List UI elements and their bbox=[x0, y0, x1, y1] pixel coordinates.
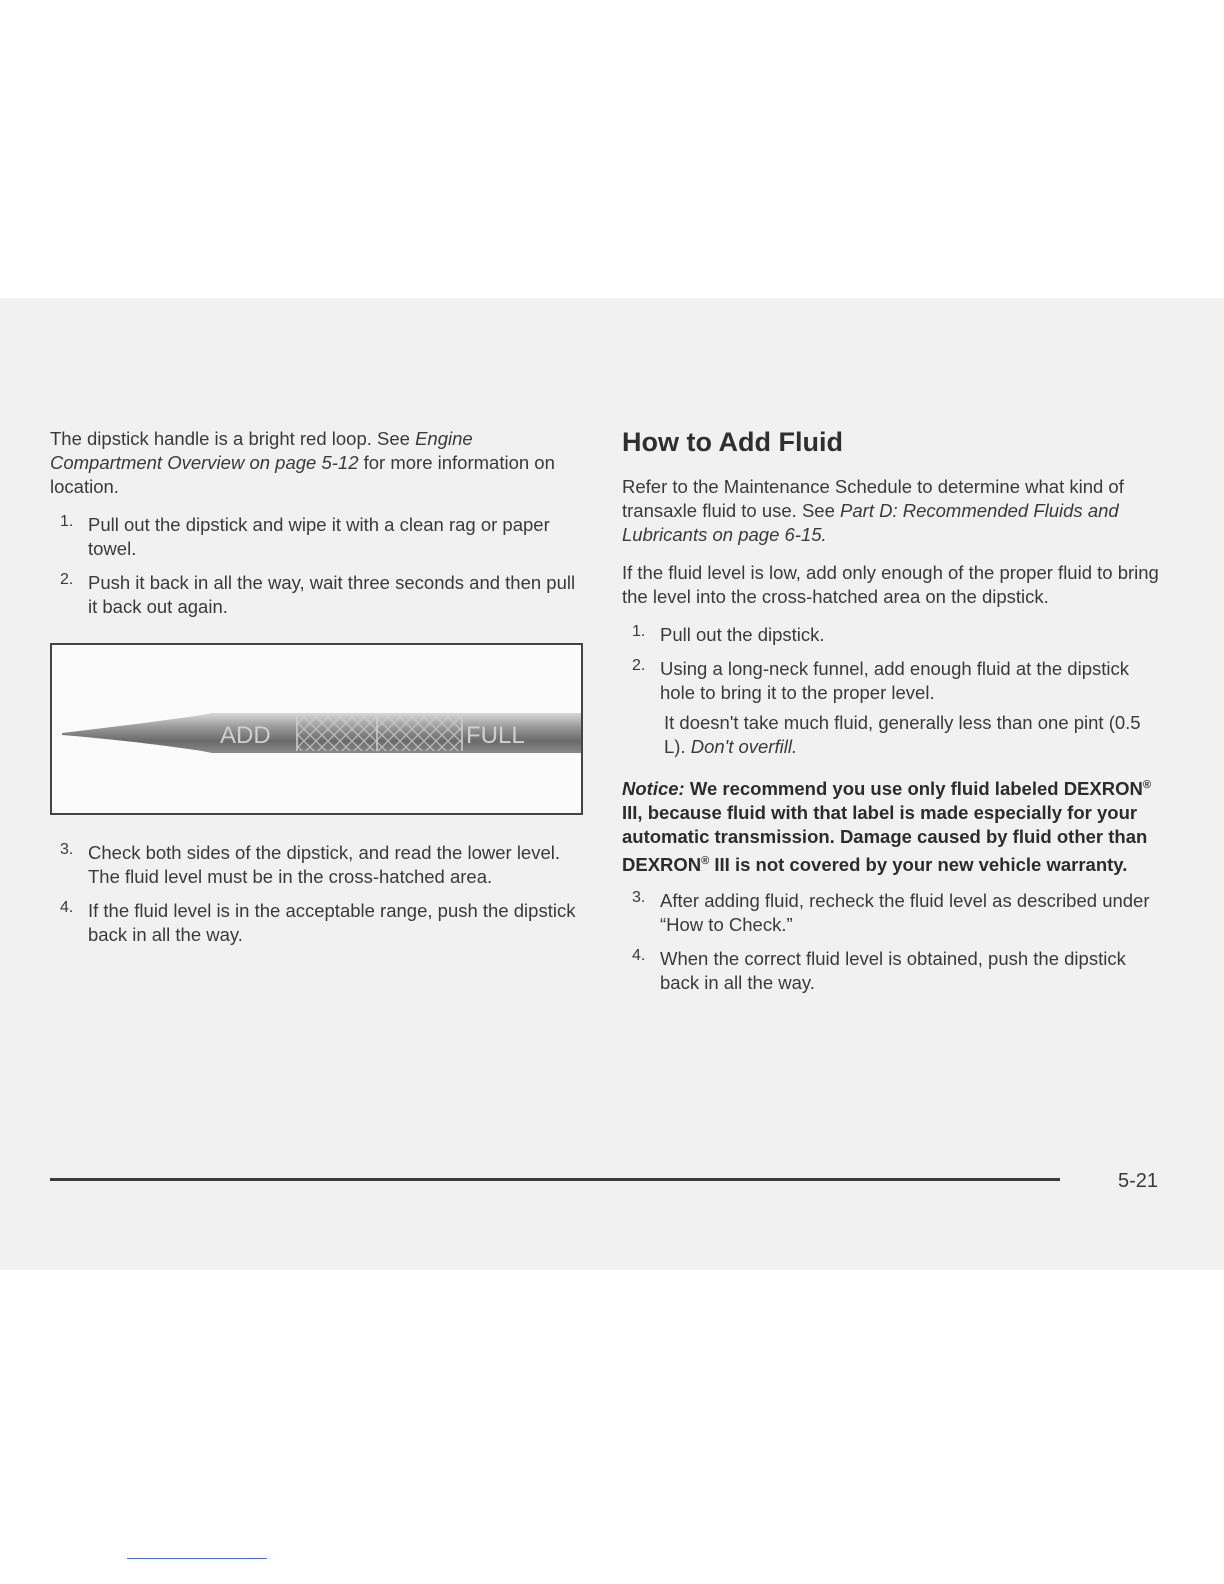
intro-paragraph bbox=[50, 427, 585, 499]
step-text: Check both sides of the dipstick, and read the lower level. The fluid level must be in the cross-hatched area. bbox=[88, 842, 561, 887]
section-heading: How to Add Fluid bbox=[622, 427, 843, 457]
list-item bbox=[622, 947, 1167, 995]
notice-text: III, because fluid with that label is made especially for your automatic transmission. Damage caused by fluid other than DEXRON bbox=[622, 802, 1148, 876]
low-level-paragraph: If the fluid level is low, add only enough of the proper fluid to bring the level into the cross-hatched area on the dipstick. bbox=[622, 562, 1159, 607]
step-number: 2. bbox=[60, 571, 74, 588]
list-item bbox=[622, 623, 1167, 647]
list-item bbox=[50, 899, 585, 947]
list-item bbox=[622, 889, 1167, 937]
cross-hatched-area bbox=[297, 715, 462, 751]
step-number: 2. bbox=[632, 657, 646, 674]
schedule-paragraph bbox=[622, 475, 1167, 547]
engine-compartment-reference[interactable]: Engine Compartment Overview on page 5-12 bbox=[50, 428, 473, 473]
step-text: If the fluid level is in the acceptable range, push the dipstick back in all the way. bbox=[88, 900, 576, 945]
sub-note-text bbox=[664, 711, 1167, 759]
bottom-link-underline[interactable] bbox=[127, 1558, 267, 1559]
step-text: When the correct fluid level is obtained, push the dipstick back in all the way. bbox=[660, 948, 1126, 994]
list-item bbox=[50, 841, 585, 889]
right-column bbox=[622, 427, 1167, 1005]
step-text: Pull out the dipstick. bbox=[660, 624, 825, 645]
step-text: After adding fluid, recheck the fluid level as described under “How to Check.” bbox=[660, 890, 1150, 936]
step-text: Pull out the dipstick and wipe it with a clean rag or paper towel. bbox=[88, 514, 550, 559]
schedule-text: Refer to the Maintenance Schedule to determine what kind of transaxle fluid to use. See bbox=[622, 476, 1124, 521]
sub-note-emphasis: Don't overfill. bbox=[690, 736, 798, 757]
sub-note-main: It doesn't take much fluid, generally less than one pint (0.5 L). bbox=[664, 712, 1141, 757]
footer-rule bbox=[50, 1178, 1060, 1181]
step-number: 1. bbox=[632, 623, 646, 640]
dipstick-illustration bbox=[50, 643, 583, 815]
list-item bbox=[50, 571, 585, 619]
fluids-reference[interactable]: Part D: Recommended Fluids and Lubricants on page 6-15. bbox=[622, 500, 1119, 545]
step-number: 3. bbox=[60, 841, 74, 858]
step-number: 3. bbox=[632, 889, 646, 907]
step-number: 1. bbox=[60, 513, 74, 530]
page-number: 5-21 bbox=[1118, 1170, 1159, 1192]
list-item bbox=[50, 513, 585, 561]
registered-mark: ® bbox=[1142, 779, 1151, 791]
step-text: Using a long-neck funnel, add enough fluid at the dipstick hole to bring it to the proper level. bbox=[660, 658, 1129, 703]
full-label: FULL bbox=[466, 722, 525, 749]
intro-text: The dipstick handle is a bright red loop. See bbox=[50, 428, 416, 449]
intro-text-end: for more information on location. bbox=[50, 452, 555, 497]
step-number: 4. bbox=[60, 899, 74, 916]
notice-block bbox=[622, 773, 1167, 877]
dipstick-drawing bbox=[52, 645, 581, 813]
left-column bbox=[50, 427, 585, 957]
step-sub-note bbox=[622, 711, 1167, 759]
notice-text: We recommend you use only fluid labeled DEXRON bbox=[684, 778, 1143, 800]
add-label: ADD bbox=[220, 722, 271, 749]
registered-mark: ® bbox=[701, 855, 710, 868]
step-number: 4. bbox=[632, 947, 646, 965]
step-text: Push it back in all the way, wait three seconds and then pull it back out again. bbox=[88, 572, 576, 617]
notice-label: Notice: bbox=[622, 778, 685, 800]
notice-text: III is not covered by your new vehicle warranty. bbox=[709, 854, 1128, 876]
list-item bbox=[622, 657, 1167, 705]
